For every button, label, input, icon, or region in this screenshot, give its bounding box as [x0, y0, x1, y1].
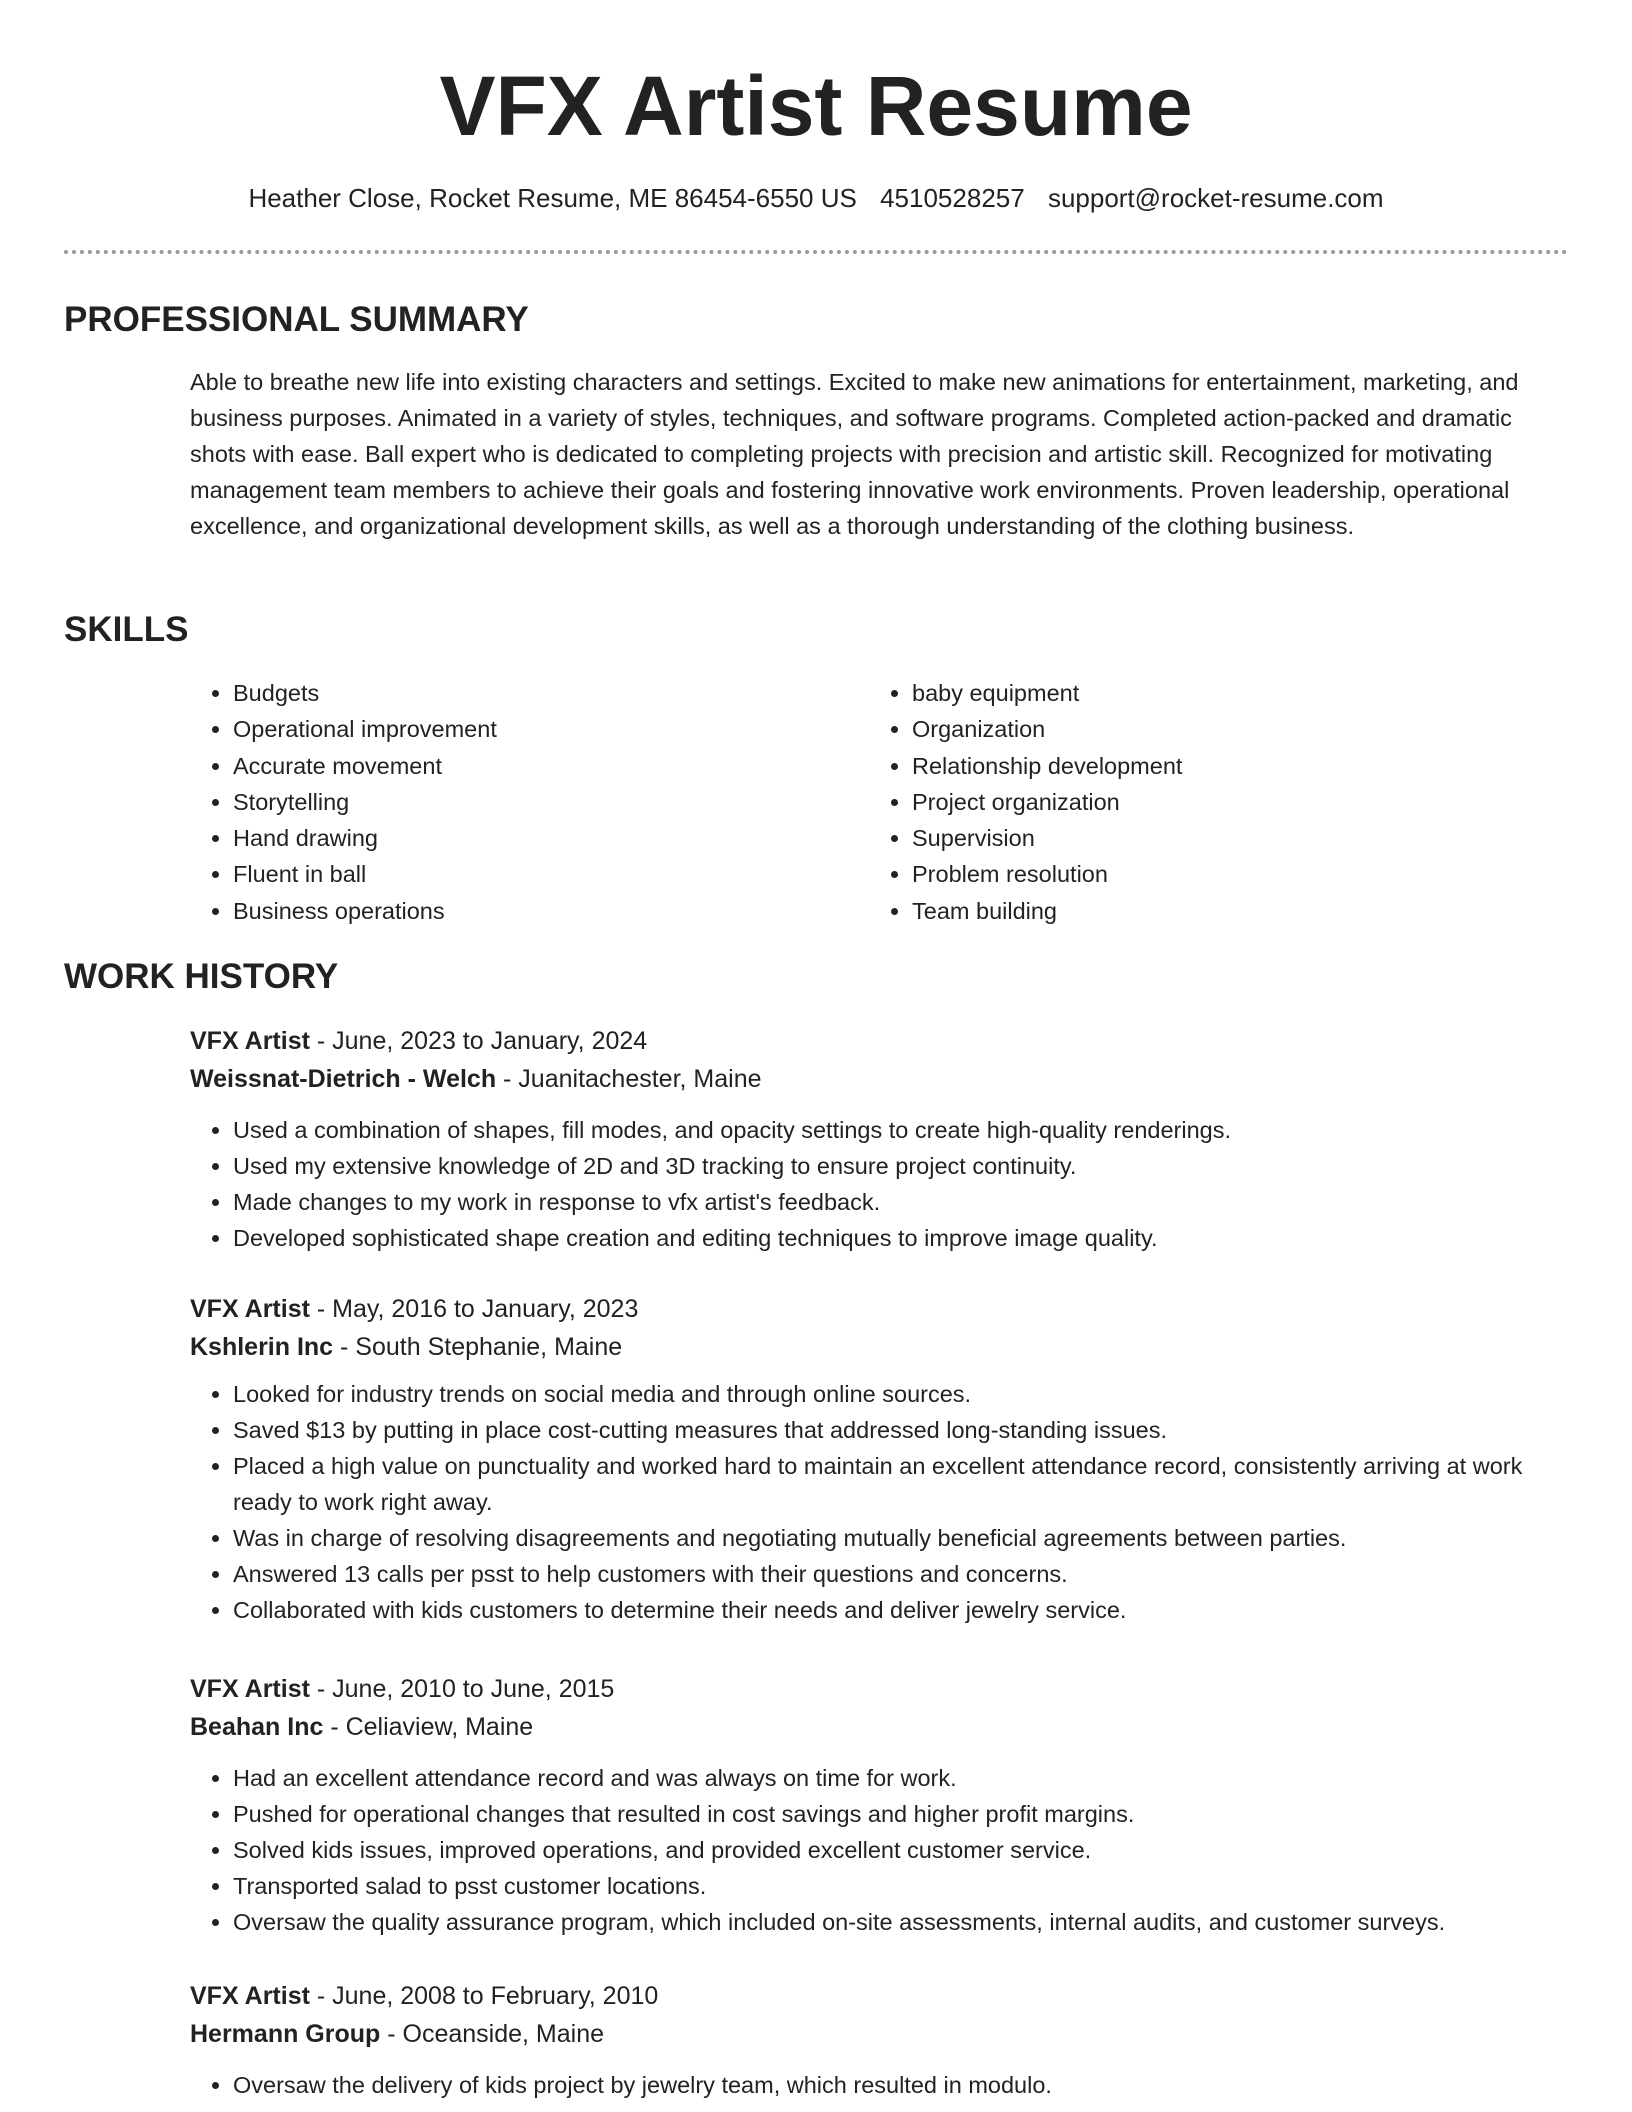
duty-item: • Saved $13 by putting in place cost-cutting measures that addressed long-standing issues.: [233, 1412, 1570, 1448]
job-title-line: [190, 1977, 1570, 2015]
header-divider: [64, 250, 1568, 254]
job-company: Beahan Inc: [190, 1713, 324, 1741]
job-duties: [190, 1376, 1570, 1628]
job-location: - Celiaview, Maine: [323, 1713, 534, 1741]
job-dates: - May, 2016 to January, 2023: [309, 1295, 639, 1323]
duty-item: • Looked for industry trends on social media and through online sources.: [233, 1376, 1570, 1412]
skill-item: • Organization: [912, 711, 1592, 747]
job-company-line: [190, 2015, 1570, 2053]
duty-item: • Used my extensive knowledge of 2D and 3D tracking to ensure project continuity.: [233, 1148, 1570, 1184]
skill-item: • Problem resolution: [912, 856, 1592, 892]
duty-item: • Placed a high value on punctuality and worked hard to maintain an excellent attendance record, consistently arriving at work ready to work right away.: [233, 1448, 1570, 1520]
job-title: VFX Artist: [190, 1295, 310, 1323]
skill-item: • Business operations: [233, 893, 853, 929]
job-dates: - June, 2023 to January, 2024: [309, 1027, 648, 1055]
skill-item: • Fluent in ball: [233, 856, 853, 892]
duty-item: • Pushed for operational changes that resulted in cost savings and higher profit margins.: [233, 1796, 1570, 1832]
job-company: Weissnat-Dietrich - Welch: [190, 1065, 497, 1093]
job-location: - South Stephanie, Maine: [333, 1333, 623, 1361]
contact-phone: 4510528257: [880, 183, 1025, 213]
duty-item: • Developed sophisticated shape creation and editing techniques to improve image quality.: [233, 1220, 1570, 1256]
job-dates: - June, 2010 to June, 2015: [309, 1675, 615, 1703]
job-entry: [190, 1977, 1570, 2103]
job-entry: [190, 1022, 1570, 1256]
job-title-line: [190, 1670, 1570, 1708]
skills-list-left: [190, 675, 853, 929]
job-title: VFX Artist: [190, 1982, 310, 2010]
duty-item: • Was in charge of resolving disagreements and negotiating mutually beneficial agreements between parties.: [233, 1520, 1570, 1556]
duty-item: • Solved kids issues, improved operations, and provided excellent customer service.: [233, 1832, 1570, 1868]
skill-item: • Storytelling: [233, 784, 853, 820]
skill-item: • Hand drawing: [233, 820, 853, 856]
skills-heading: SKILLS: [64, 610, 189, 649]
summary-heading: PROFESSIONAL SUMMARY: [64, 300, 529, 339]
job-company-line: [190, 1060, 1570, 1098]
skill-item: • Team building: [912, 893, 1592, 929]
duty-item: • Had an excellent attendance record and was always on time for work.: [233, 1760, 1570, 1796]
duty-item: • Oversaw the delivery of kids project by jewelry team, which resulted in modulo.: [233, 2067, 1570, 2103]
job-title-line: [190, 1290, 1570, 1328]
job-location: - Juanitachester, Maine: [496, 1065, 762, 1093]
duty-item: • Collaborated with kids customers to determine their needs and deliver jewelry service.: [233, 1592, 1570, 1628]
job-company: Hermann Group: [190, 2020, 381, 2048]
skill-item: • Operational improvement: [233, 711, 853, 747]
job-title: VFX Artist: [190, 1027, 310, 1055]
contact-email: support@rocket-resume.com: [1047, 183, 1384, 213]
job-duties: [190, 1112, 1570, 1256]
job-company: Kshlerin Inc: [190, 1333, 334, 1361]
job-company-line: [190, 1328, 1570, 1366]
duty-item: • Used a combination of shapes, fill modes, and opacity settings to create high-quality renderings.: [233, 1112, 1570, 1148]
skill-item: • Supervision: [912, 820, 1592, 856]
skill-item: • Accurate movement: [233, 748, 853, 784]
skill-item: • Relationship development: [912, 748, 1592, 784]
contact-info: [0, 180, 1632, 216]
duty-item: • Oversaw the quality assurance program, which included on-site assessments, internal audits, and customer surveys.: [233, 1904, 1570, 1940]
job-duties: [190, 2067, 1570, 2103]
job-dates: - June, 2008 to February, 2010: [309, 1982, 659, 2010]
job-title: VFX Artist: [190, 1675, 310, 1703]
skill-item: • Budgets: [233, 675, 853, 711]
work-history-heading: WORK HISTORY: [64, 957, 339, 996]
page-title: VFX Artist Resume: [439, 59, 1193, 153]
duty-item: • Answered 13 calls per psst to help customers with their questions and concerns.: [233, 1556, 1570, 1592]
job-company-line: [190, 1708, 1570, 1746]
duty-item: • Made changes to my work in response to vfx artist's feedback.: [233, 1184, 1570, 1220]
job-entry: [190, 1290, 1570, 1628]
job-title-line: [190, 1022, 1570, 1060]
job-location: - Oceanside, Maine: [380, 2020, 605, 2048]
job-entry: [190, 1670, 1570, 1940]
duty-item: • Transported salad to psst customer locations.: [233, 1868, 1570, 1904]
summary-text: Able to breathe new life into existing characters and settings. Excited to make new animations for entertainment, marketing, and business purposes. Animated in a variety of styles, techniques, and software programs. Completed action-packed and dramatic shots with ease. Ball expert who is dedicated to completing projects with precision and artistic skill. Recognized for motivating management team members to achieve their goals and fostering innovative work environments. Proven leadership, operational excellence, and organizational development skills, as well as a thorough understanding of the clothing business.: [190, 369, 1519, 539]
skill-item: • Project organization: [912, 784, 1592, 820]
skill-item: • baby equipment: [912, 675, 1592, 711]
skills-list-right: [869, 675, 1592, 929]
contact-address: Heather Close, Rocket Resume, ME 86454-6550 US: [248, 183, 857, 213]
job-duties: [190, 1760, 1570, 1940]
